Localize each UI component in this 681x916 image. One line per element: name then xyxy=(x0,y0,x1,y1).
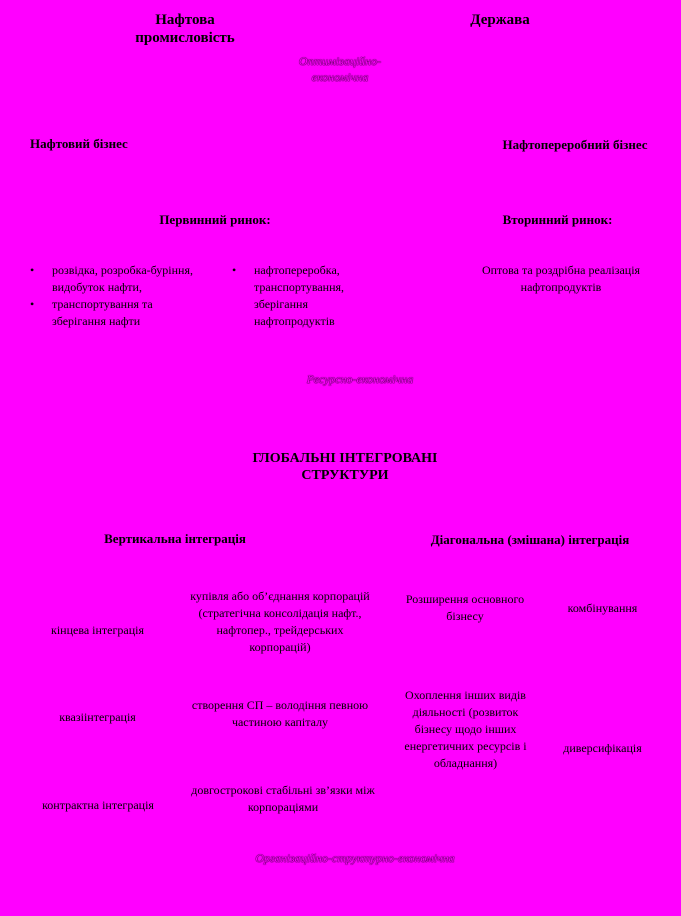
optimization-economic-note: Оптимізаційно-економічна xyxy=(298,54,382,84)
diagonal-type-combining: комбінування xyxy=(567,601,638,615)
global-structures-title: ГЛОБАЛЬНІ ІНТЕГРОВАНІ СТРУКТУРИ xyxy=(252,451,438,483)
vertical-desc-quasi: створення СП – володіння певною частиною капіталу xyxy=(191,698,369,729)
organizational-structural-note: Організаційно-структурно-економічна xyxy=(255,851,455,865)
diagonal-type-diversification: диверсифікація xyxy=(563,741,642,755)
secondary-market-title: Вторинний ринок: xyxy=(502,212,613,227)
vertical-type-final: кінцева інтеграція xyxy=(50,623,145,637)
list-item: • нафтопереробка, транспортування, зберігання нафтопродуктів xyxy=(230,262,390,330)
state-heading: Держава xyxy=(470,12,530,28)
vertical-integration-title: Вертикальна інтеграція xyxy=(104,531,246,546)
diagonal-desc-diversify: Охоплення інших видів діяльності (розвиток бізнесу щодо інших енергетичних ресурсів і обладнання) xyxy=(404,688,527,770)
oil-business-label: Нафтовий бізнес xyxy=(30,136,128,151)
resource-economic-note: Ресурсно-економічна xyxy=(306,372,414,386)
primary-market-list-left xyxy=(28,262,203,330)
list-item: • транспортування та зберігання нафти xyxy=(28,296,203,330)
list-item: • розвідка, розробка-буріння, видобуток нафти, xyxy=(28,262,203,296)
vertical-type-quasi: квазіінтеграція xyxy=(59,710,136,724)
vertical-desc-final: купівля або об’єднання корпорацій (стратегічна консолідація нафт., нафтопер., трейдерських корпорацій) xyxy=(190,589,370,654)
vertical-type-contract: контрактна інтеграція xyxy=(42,798,154,812)
diagonal-desc-expansion: Розширення основного бізнесу xyxy=(405,592,525,623)
primary-market-title: Первинний ринок: xyxy=(159,212,271,227)
diagonal-integration-title: Діагональна (змішана) інтеграція xyxy=(430,532,630,547)
vertical-desc-contract: довгострокові стабільні зв’язки між корпораціями xyxy=(191,783,375,814)
oil-industry-heading: Нафтова промисловість xyxy=(135,12,235,46)
secondary-market-text: Оптова та роздрібна реалізація нафтопродуктів xyxy=(481,263,641,294)
refining-business-label: Нафтопереробний бізнес xyxy=(502,137,648,152)
primary-market-list-right xyxy=(230,262,390,330)
